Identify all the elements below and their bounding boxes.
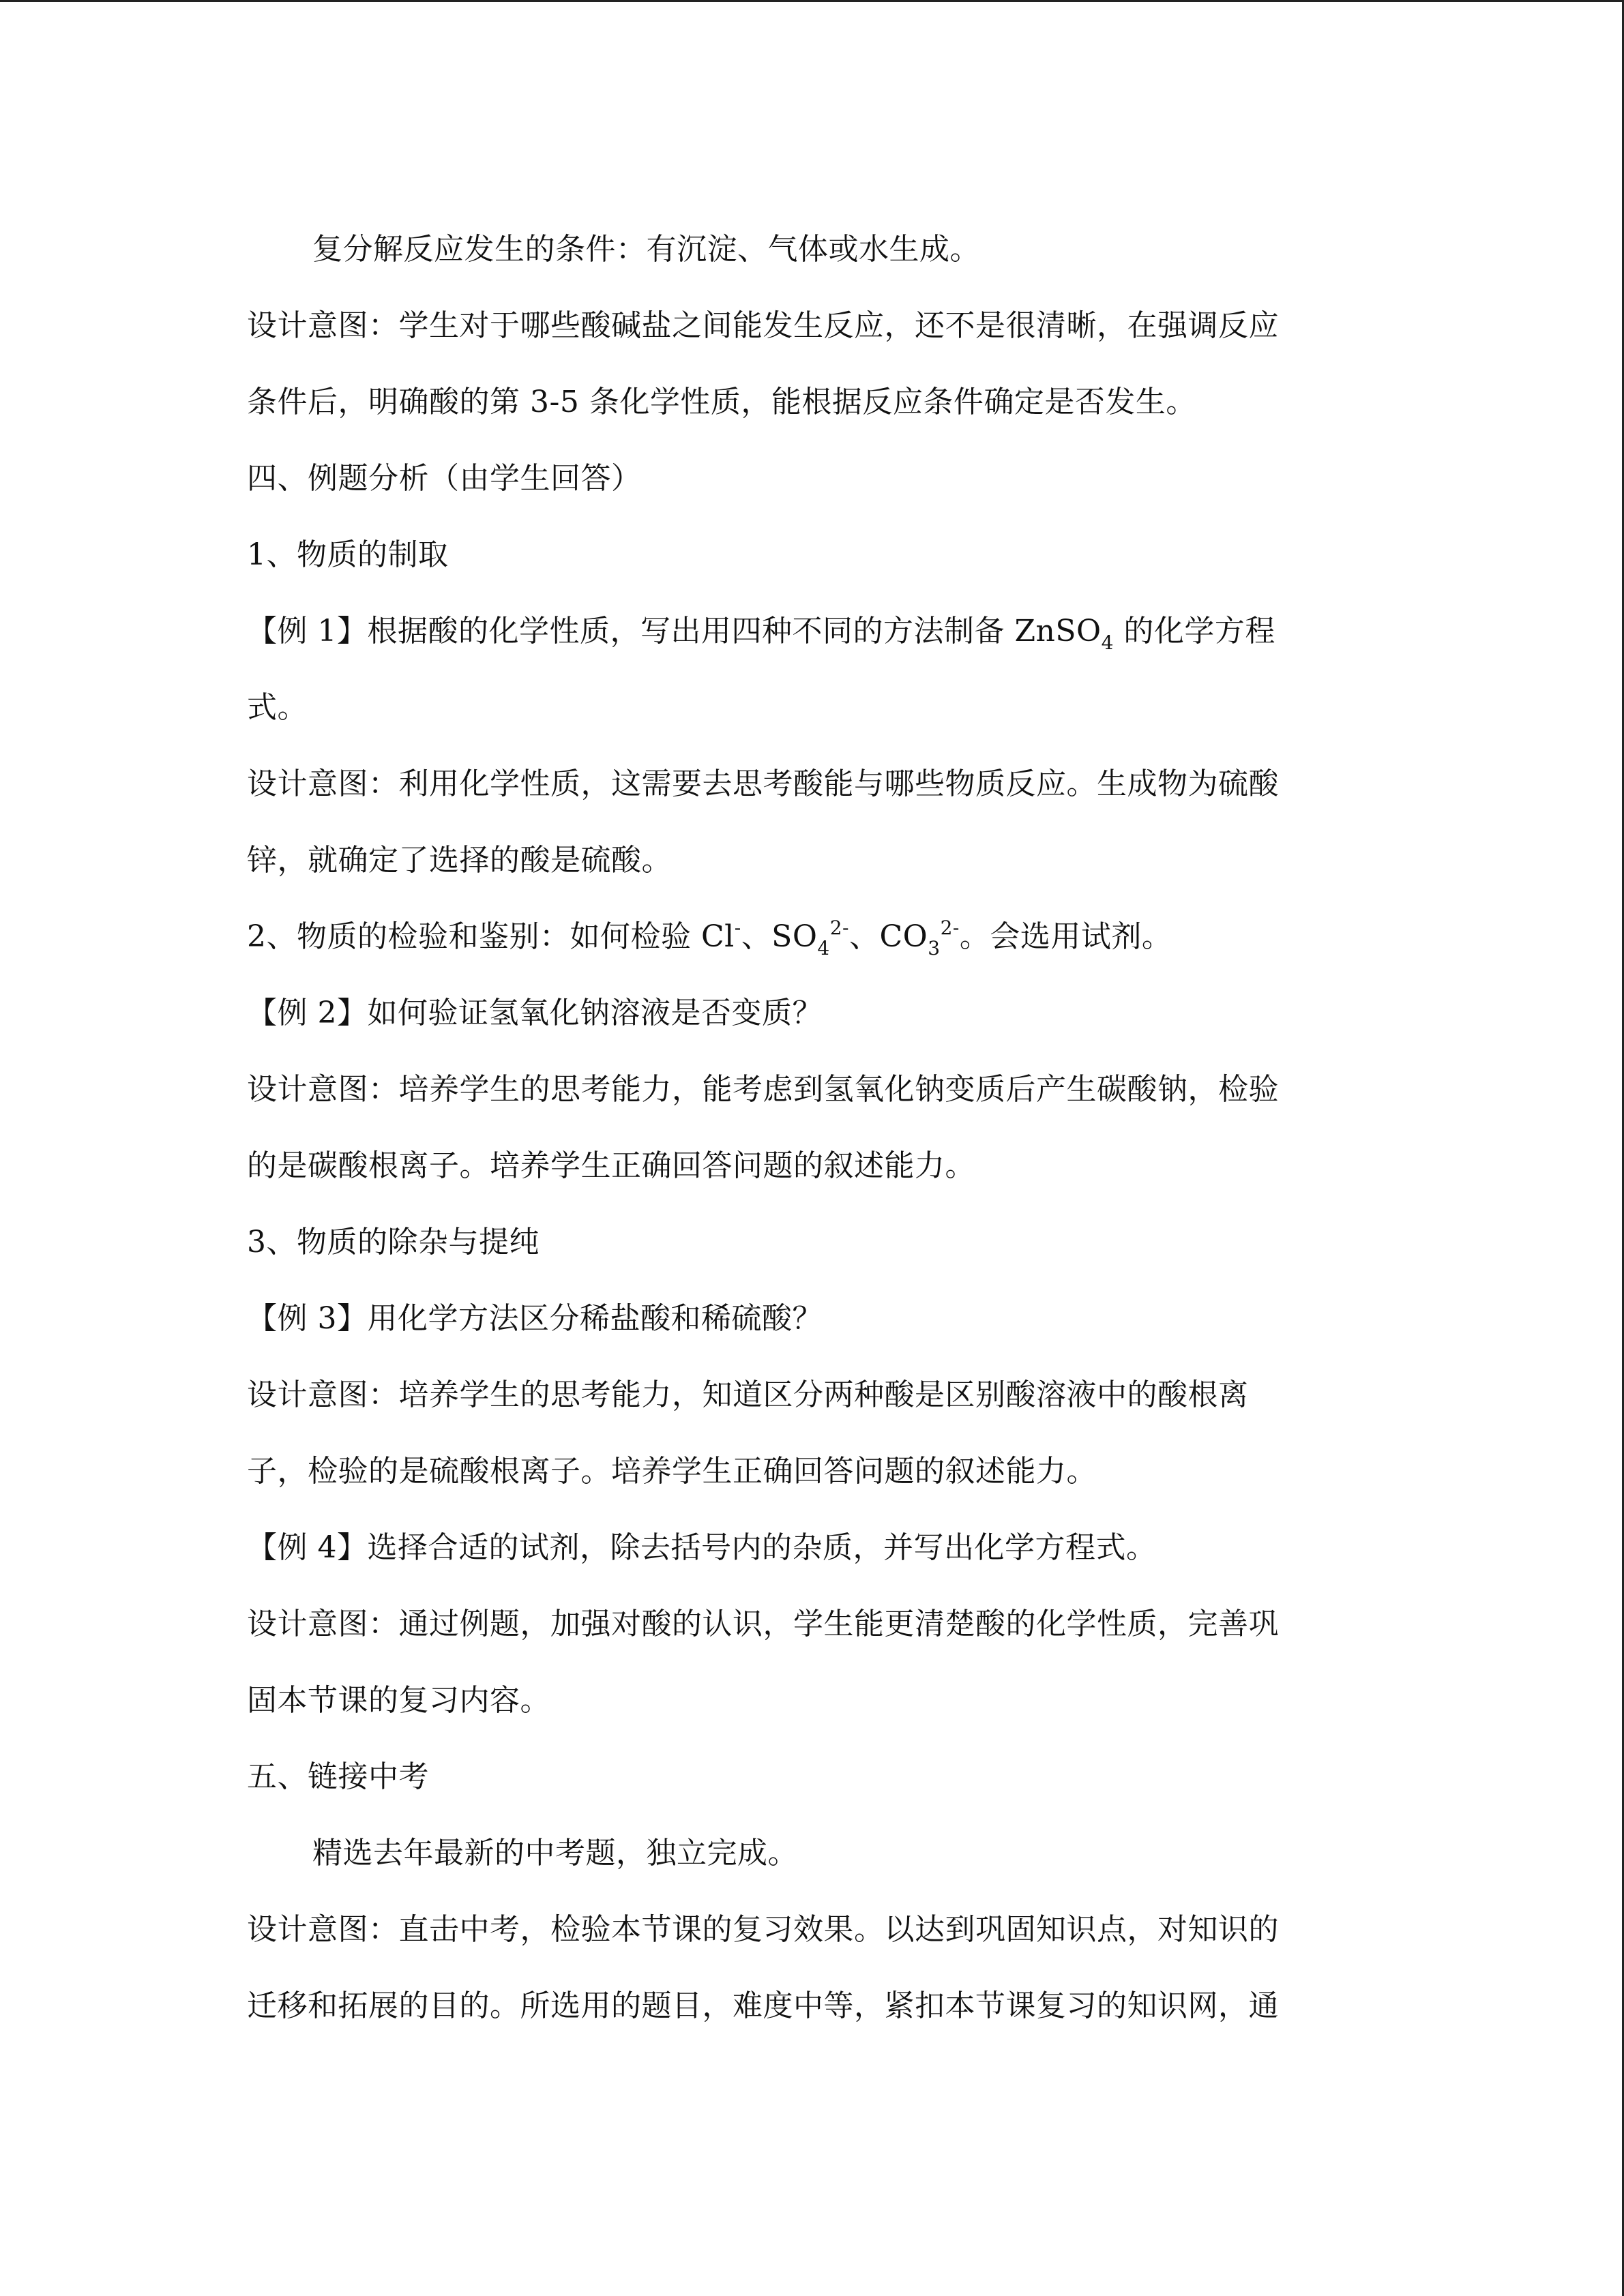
paragraph-line: 设计意图：培养学生的思考能力，能考虑到氢氧化钠变质后产生碳酸钠，检验	[247, 1072, 1279, 1107]
paragraph-line: 锌，就确定了选择的酸是硫酸。	[247, 843, 672, 878]
example-1-text-end: 的化学方程	[1113, 614, 1275, 648]
example-line: 【例 3】用化学方法区分稀盐酸和稀硫酸？	[247, 1301, 823, 1336]
page-top-border	[0, 0, 1624, 2]
superscript: -	[734, 916, 741, 939]
subscript: 4	[1101, 631, 1114, 654]
paragraph-line: 的是碳酸根离子。培养学生正确回答问题的叙述能力。	[247, 1148, 975, 1183]
ion-text-suffix: 。会选用试剂。	[959, 919, 1172, 954]
section-heading: 四、例题分析（由学生回答）	[247, 461, 642, 496]
ion-text-prefix: 2、物质的检验和鉴别：如何检验 Cl	[247, 919, 735, 954]
superscript: 2-	[940, 916, 960, 939]
example-1-text: 【例 1】根据酸的化学性质，写出用四种不同的方法制备 ZnSO	[247, 614, 1102, 648]
subsection-heading: 3、物质的除杂与提纯	[247, 1225, 540, 1259]
ion-text-so: 、SO	[741, 919, 818, 954]
paragraph-line: 固本节课的复习内容。	[247, 1683, 550, 1718]
paragraph-line: 条件后，明确酸的第 3-5 条化学性质，能根据反应条件确定是否发生。	[247, 385, 1196, 419]
paragraph-line: 设计意图：学生对于哪些酸碱盐之间能发生反应，还不是很清晰，在强调反应	[247, 308, 1279, 343]
example-line: 【例 4】选择合适的试剂，除去括号内的杂质，并写出化学方程式。	[247, 1530, 1157, 1565]
paragraph-line: 精选去年最新的中考题，独立完成。	[312, 1836, 798, 1870]
example-line: 【例 2】如何验证氢氧化钠溶液是否变质？	[247, 996, 823, 1030]
section-heading: 五、链接中考	[247, 1759, 429, 1794]
subsection-heading: 1、物质的制取	[247, 537, 449, 572]
document-body	[247, 211, 1365, 2044]
ion-text-co: 、CO	[849, 919, 928, 954]
paragraph-line: 设计意图：通过例题，加强对酸的认识，学生能更清楚酸的化学性质，完善巩	[247, 1607, 1279, 1641]
paragraph-line: 设计意图：利用化学性质，这需要去思考酸能与哪些物质反应。生成物为硫酸	[247, 766, 1279, 801]
paragraph-line: 迁移和拓展的目的。所选用的题目，难度中等，紧扣本节课复习的知识网，通	[247, 1988, 1279, 2023]
paragraph-line: 子，检验的是硫酸根离子。培养学生正确回答问题的叙述能力。	[247, 1454, 1097, 1489]
paragraph-line: 设计意图：培养学生的思考能力，知道区分两种酸是区别酸溶液中的酸根离	[247, 1377, 1249, 1412]
subscript: 4	[817, 937, 830, 959]
example-1-line	[247, 593, 1365, 670]
paragraph-line: 设计意图：直击中考，检验本节课的复习效果。以达到巩固知识点，对知识的	[247, 1912, 1279, 1947]
superscript: 2-	[829, 916, 850, 939]
ion-detection-line	[247, 899, 1365, 975]
paragraph-line: 复分解反应发生的条件：有沉淀、气体或水生成。	[312, 232, 980, 267]
paragraph-line: 式。	[247, 690, 308, 725]
subscript: 3	[928, 937, 941, 959]
